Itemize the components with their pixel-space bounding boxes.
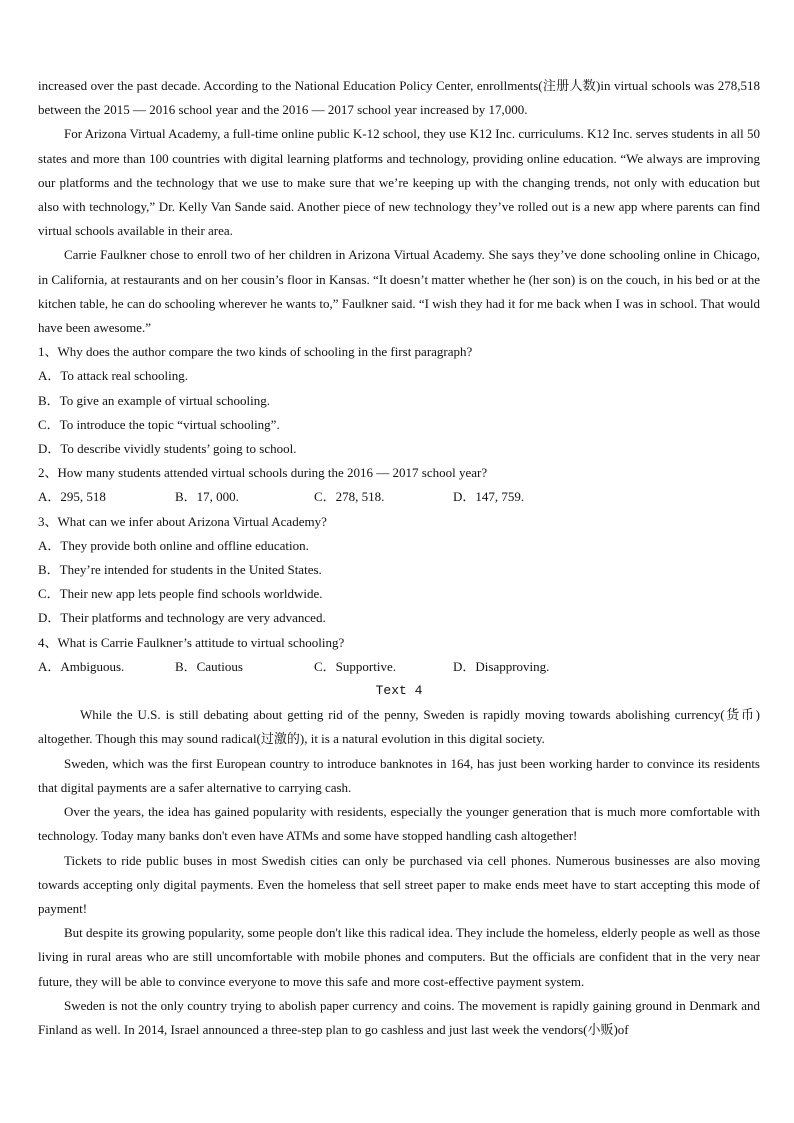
question-2-option-c: C．278, 518. (314, 489, 385, 505)
text-4-paragraph-2: Sweden, which was the first European country to introduce banknotes in 164, has just been working harder to convince its residents that digital payments are a safer alternative to carrying cash. (38, 755, 760, 795)
question-2 (38, 461, 760, 509)
question-3-stem: 3、What can we infer about Arizona Virtual Academy? (38, 513, 327, 529)
question-2-stem: 2、How many students attended virtual schools during the 2016 — 2017 school year? (38, 465, 488, 481)
passage3-paragraph-1: For Arizona Virtual Academy, a full-time online public K-12 school, they use K12 Inc. curriculums. K12 Inc. serves students in all 50 states and more than 100 countries with digital learning platforms and technology, providing online education. “We always are improving our platforms and the technology that we use to make sure that we’re keeping up with the changing trends, not only with education but also with technology,” Dr. Kelly Van Sande said. Another piece of new technology they’ve rolled out is a new app where parents can find virtual schools available in their area. (38, 126, 760, 239)
text-4-heading: Text 4 (375, 683, 423, 699)
question-3-option-d: D．Their platforms and technology are very advanced. (38, 610, 326, 626)
passage3-paragraph-2: Carrie Faulkner chose to enroll two of her children in Arizona Virtual Academy. She says they’ve done schooling online in Chicago, in California, at restaurants and on her cousin’s floor in Kansas. “It doesn’t matter whether he (her son) is on the couch, in his bed or at the kitchen table, he can do schooling wherever he wants to,” Faulkner said. “I wish they had it for me back when I was in school. That would have been awesome.” (38, 247, 760, 336)
question-4-options (38, 655, 760, 679)
question-2-option-b: B．17, 000. (175, 489, 239, 505)
question-1-option-d: D．To describe vividly students’ going to school. (38, 441, 297, 457)
question-3-option-a: A．They provide both online and offline education. (38, 537, 309, 553)
question-1-stem: 1、Why does the author compare the two kinds of schooling in the first paragraph? (38, 344, 473, 360)
question-2-options (38, 485, 760, 509)
question-4-option-b: B．Cautious (175, 658, 243, 674)
question-4-option-c: C．Supportive. (314, 658, 396, 674)
question-3-option-c: C．Their new app lets people find schools worldwide. (38, 586, 323, 602)
question-1 (38, 340, 760, 461)
question-1-option-c: C．To introduce the topic “virtual schooling”. (38, 416, 280, 432)
text-4-paragraph-3: Over the years, the idea has gained popularity with residents, especially the younger generation that is much more comfortable with technology. Today many banks don't even have ATMs and some have stopped handling cash altogether! (38, 804, 760, 844)
question-4-option-d: D．Disapproving. (453, 658, 550, 674)
question-4-option-a: A．Ambiguous. (38, 658, 125, 674)
question-1-option-a: A．To attack real schooling. (38, 368, 188, 384)
question-3-option-b: B．They’re intended for students in the United States. (38, 562, 322, 578)
text-4-paragraph-6: Sweden is not the only country trying to abolish paper currency and coins. The movement is rapidly gaining ground in Denmark and Finland as well. In 2014, Israel announced a three-step plan to go cashless and just last week the vendors(小贩)of (38, 997, 760, 1037)
question-2-option-a: A．295, 518 (38, 489, 106, 505)
question-1-option-b: B．To give an example of virtual schooling. (38, 392, 270, 408)
question-4 (38, 631, 760, 679)
passage3-paragraph-0: increased over the past decade. According to the National Education Policy Center, enrollments(注册人数)in virtual schools was 278,518 between the 2015 — 2016 school year and the 2016 — 2017 school year increased by 17,000. (38, 78, 760, 118)
question-4-stem: 4、What is Carrie Faulkner’s attitude to virtual schooling? (38, 634, 345, 650)
text-4-paragraph-1: While the U.S. is still debating about getting rid of the penny, Sweden is rapidly moving towards abolishing currency(货币) altogether. Though this may sound radical(过激的), it is a natural evolution in this digital society. (38, 707, 760, 747)
document-page (38, 74, 760, 1042)
text-4-paragraph-4: Tickets to ride public buses in most Swedish cities can only be purchased via cell phones. Numerous businesses are also moving towards accepting only digital payments. Even the homeless that sell street paper to make ends meet have to start accepting this mode of payment! (38, 852, 760, 916)
question-3 (38, 510, 760, 631)
text-4-paragraph-5: But despite its growing popularity, some people don't like this radical idea. They include the homeless, elderly people as well as those living in rural areas who are still uncomfortable with mobile phones and computers. But the officials are confident that in the very near future, they will be able to convince everyone to move this safe and more cost-effective payment system. (38, 925, 760, 989)
question-2-option-d: D．147, 759. (453, 489, 525, 505)
